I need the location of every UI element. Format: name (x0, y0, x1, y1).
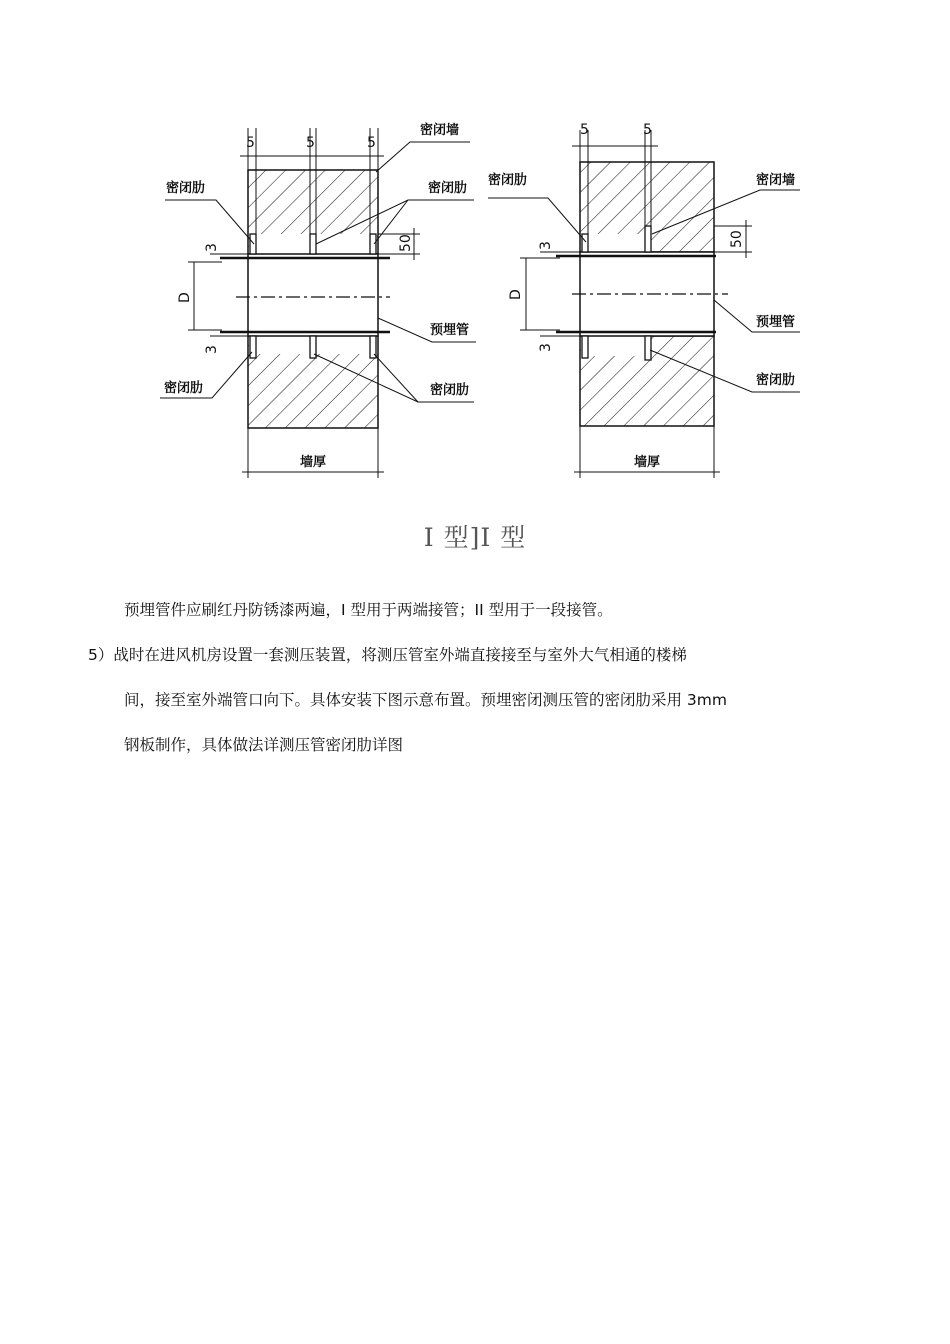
dim-50-right: 50 (729, 230, 745, 248)
paragraph-1: 预埋管件应刷红丹防锈漆两遍，I 型用于两端接管；II 型用于一段接管。 (124, 601, 613, 619)
wall-sleeve-drawing (0, 0, 950, 500)
label-rib-bottom-right: 密闭肋 (756, 373, 796, 388)
paragraph-4: 钢板制作，具体做法详测压管密闭肋详图 (124, 736, 404, 754)
label-rib-top-right-left: 密闭肋 (428, 181, 468, 196)
paragraph-3: 间，接至室外端管口向下。具体安装下图示意布置。预埋密闭测压管的密闭肋采用 3mm (124, 691, 727, 709)
dim-3-top-left: 3 (204, 243, 220, 252)
label-rib-top-left-left: 密闭肋 (166, 181, 206, 196)
label-wall-left: 密闭墙 (420, 123, 460, 138)
label-wall-right: 密闭墙 (756, 173, 796, 188)
dim-5-b-left: 5 (306, 135, 315, 151)
type-i-drawing (160, 122, 476, 478)
dim-3-bottom-right: 3 (538, 343, 554, 352)
label-thickness-left: 墙厚 (300, 455, 327, 470)
label-pipe-right: 预埋管 (756, 315, 796, 330)
label-thickness-right: 墙厚 (634, 455, 661, 470)
label-rib-bottom-left-left: 密闭肋 (164, 381, 204, 396)
label-rib-top-right: 密闭肋 (488, 173, 528, 188)
dim-d-right: D (508, 289, 524, 300)
dim-d-left: D (177, 292, 193, 303)
type-ii-drawing (488, 122, 800, 478)
dim-3-top-right: 3 (538, 241, 554, 250)
dim-5-c-left: 5 (367, 135, 376, 151)
dim-50-left: 50 (398, 234, 414, 252)
label-rib-bottom-right-left: 密闭肋 (430, 383, 470, 398)
label-pipe-left: 预埋管 (430, 323, 470, 338)
dim-3-bottom-left: 3 (204, 345, 220, 354)
figure-caption: I 型]I 型 (423, 523, 527, 552)
dim-5-a-left: 5 (246, 135, 255, 151)
embedded-pipe-left (248, 254, 378, 336)
dim-5-a-right: 5 (580, 122, 589, 138)
paragraph-2: 5）战时在进风机房设置一套测压装置，将测压管室外端直接接至与室外大气相通的楼梯 (88, 646, 687, 664)
dim-5-b-right: 5 (643, 122, 652, 138)
